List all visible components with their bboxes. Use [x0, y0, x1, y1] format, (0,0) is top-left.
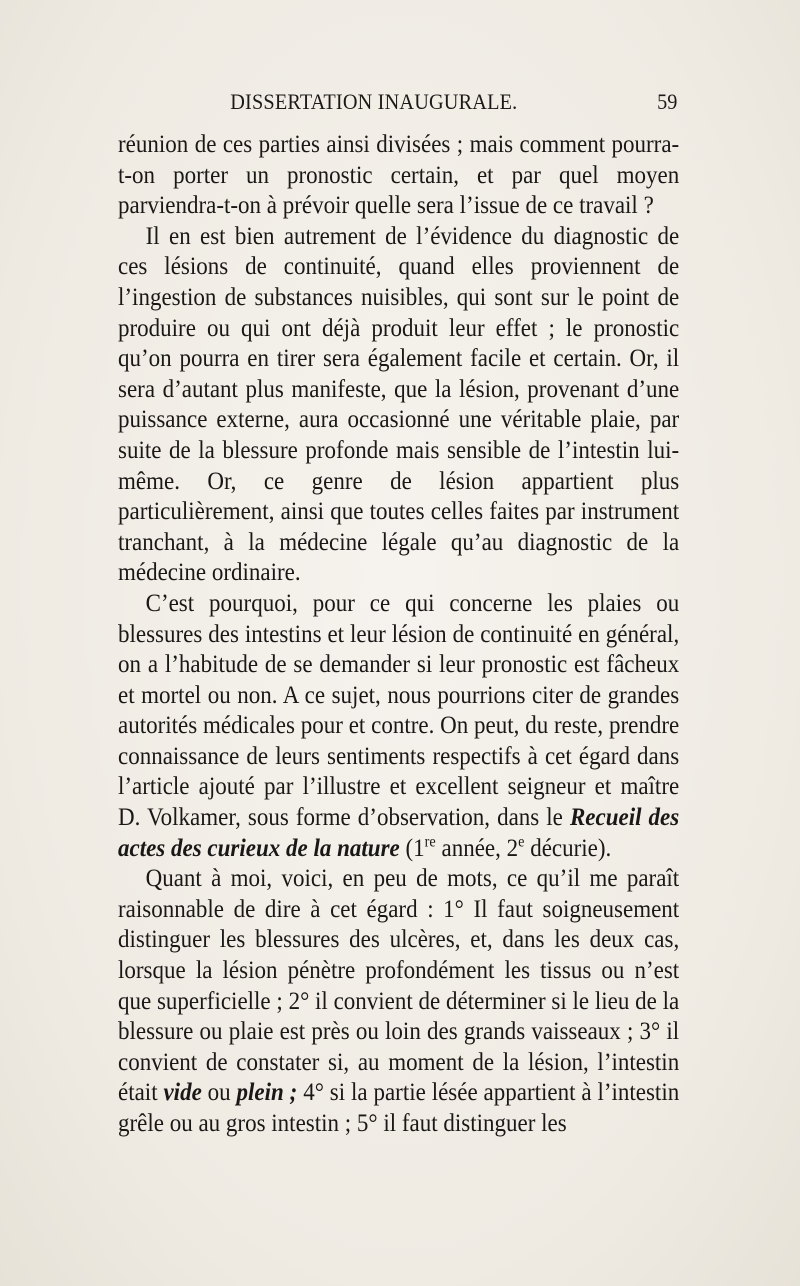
ordinal-suffix-1: re: [424, 833, 436, 851]
paragraph-1: réunion de ces parties ainsi divisées ; mais comment pourra-t-on porter un pronostic certain, et par quel moyen parviendra-t-on à prévoir quelle sera l’issue de ce travail ?: [118, 131, 680, 220]
ordinal-suffix-2: e: [518, 833, 525, 851]
paragraph-3-text: C’est pourquoi, pour ce qui concerne les plaies ou blessures des intestins et leur lésion de continuité en général, on a l’habitude de se demander si leur pronostic est fâcheux et mortel ou non. A ce sujet, nous pourrions citer de grandes autorités médicales pour et contre. On peut, du reste, prendre connaissance de leurs sentiments respectifs à cet égard dans l’article ajouté par l’illustre et excellent seigneur et maître D. Volkamer, sous forme d’observation, dans le: [118, 589, 680, 832]
paragraph-3-cont-1: (1: [399, 834, 425, 862]
paragraph-3-cont-3: décurie).: [524, 834, 612, 862]
emphasis-vide: vide: [163, 1079, 202, 1107]
running-head: [118, 89, 678, 125]
page-number: 59: [657, 89, 678, 114]
paragraph-4-end: 4° si la partie lésée appartient à l’intestin grêle ou au gros intestin ; 5° il faut distinguer les: [118, 1079, 680, 1137]
paragraph-2: Il en est bien autrement de l’évidence du diagnostic de ces lésions de continuité, quand elles proviennent de l’ingestion de substances nuisibles, qui sont sur le point de produire ou qui ont déjà produit leur effet ; le pronostic qu’on pourra en tirer sera également facile et certain. Or, il sera d’autant plus manifeste, que la lésion, provenant d’une puissance externe, aura occasionné une véritable plaie, par suite de la blessure profonde mais sensible de l’intestin lui-même. Or, ce genre de lésion appartient plus particulièrement, ainsi que toutes celles faites par instrument tranchant, à la médecine légale qu’au diagnostic de la médecine ordinaire.: [118, 222, 680, 587]
paragraph-4-text: Quant à moi, voici, en peu de mots, ce qu’il me paraît raisonnable de dire à cet égard : 1° Il faut soigneusement distinguer les blessures des ulcères, et, dans les deux cas, lorsque la lésion pénètre profondément les tissus ou n’est que superficielle ; 2° il convient de déterminer si le lieu de la blessure ou plaie est près ou loin des grands vaisseaux ; 3° il convient de constater si, au moment de la lésion, l’intestin était: [118, 865, 680, 1107]
paragraph-4: [118, 864, 679, 1139]
running-title: DISSERTATION INAUGURALE.: [230, 89, 518, 114]
journal-title: Recueil des actes des curieux de la nature: [118, 804, 680, 862]
paragraph-3-cont-2: année, 2: [435, 834, 519, 862]
body-text: [118, 130, 679, 1140]
paragraph-4-ou: ou: [201, 1079, 237, 1107]
emphasis-plein: plein ;: [236, 1079, 298, 1107]
paragraph-3: [118, 589, 679, 864]
